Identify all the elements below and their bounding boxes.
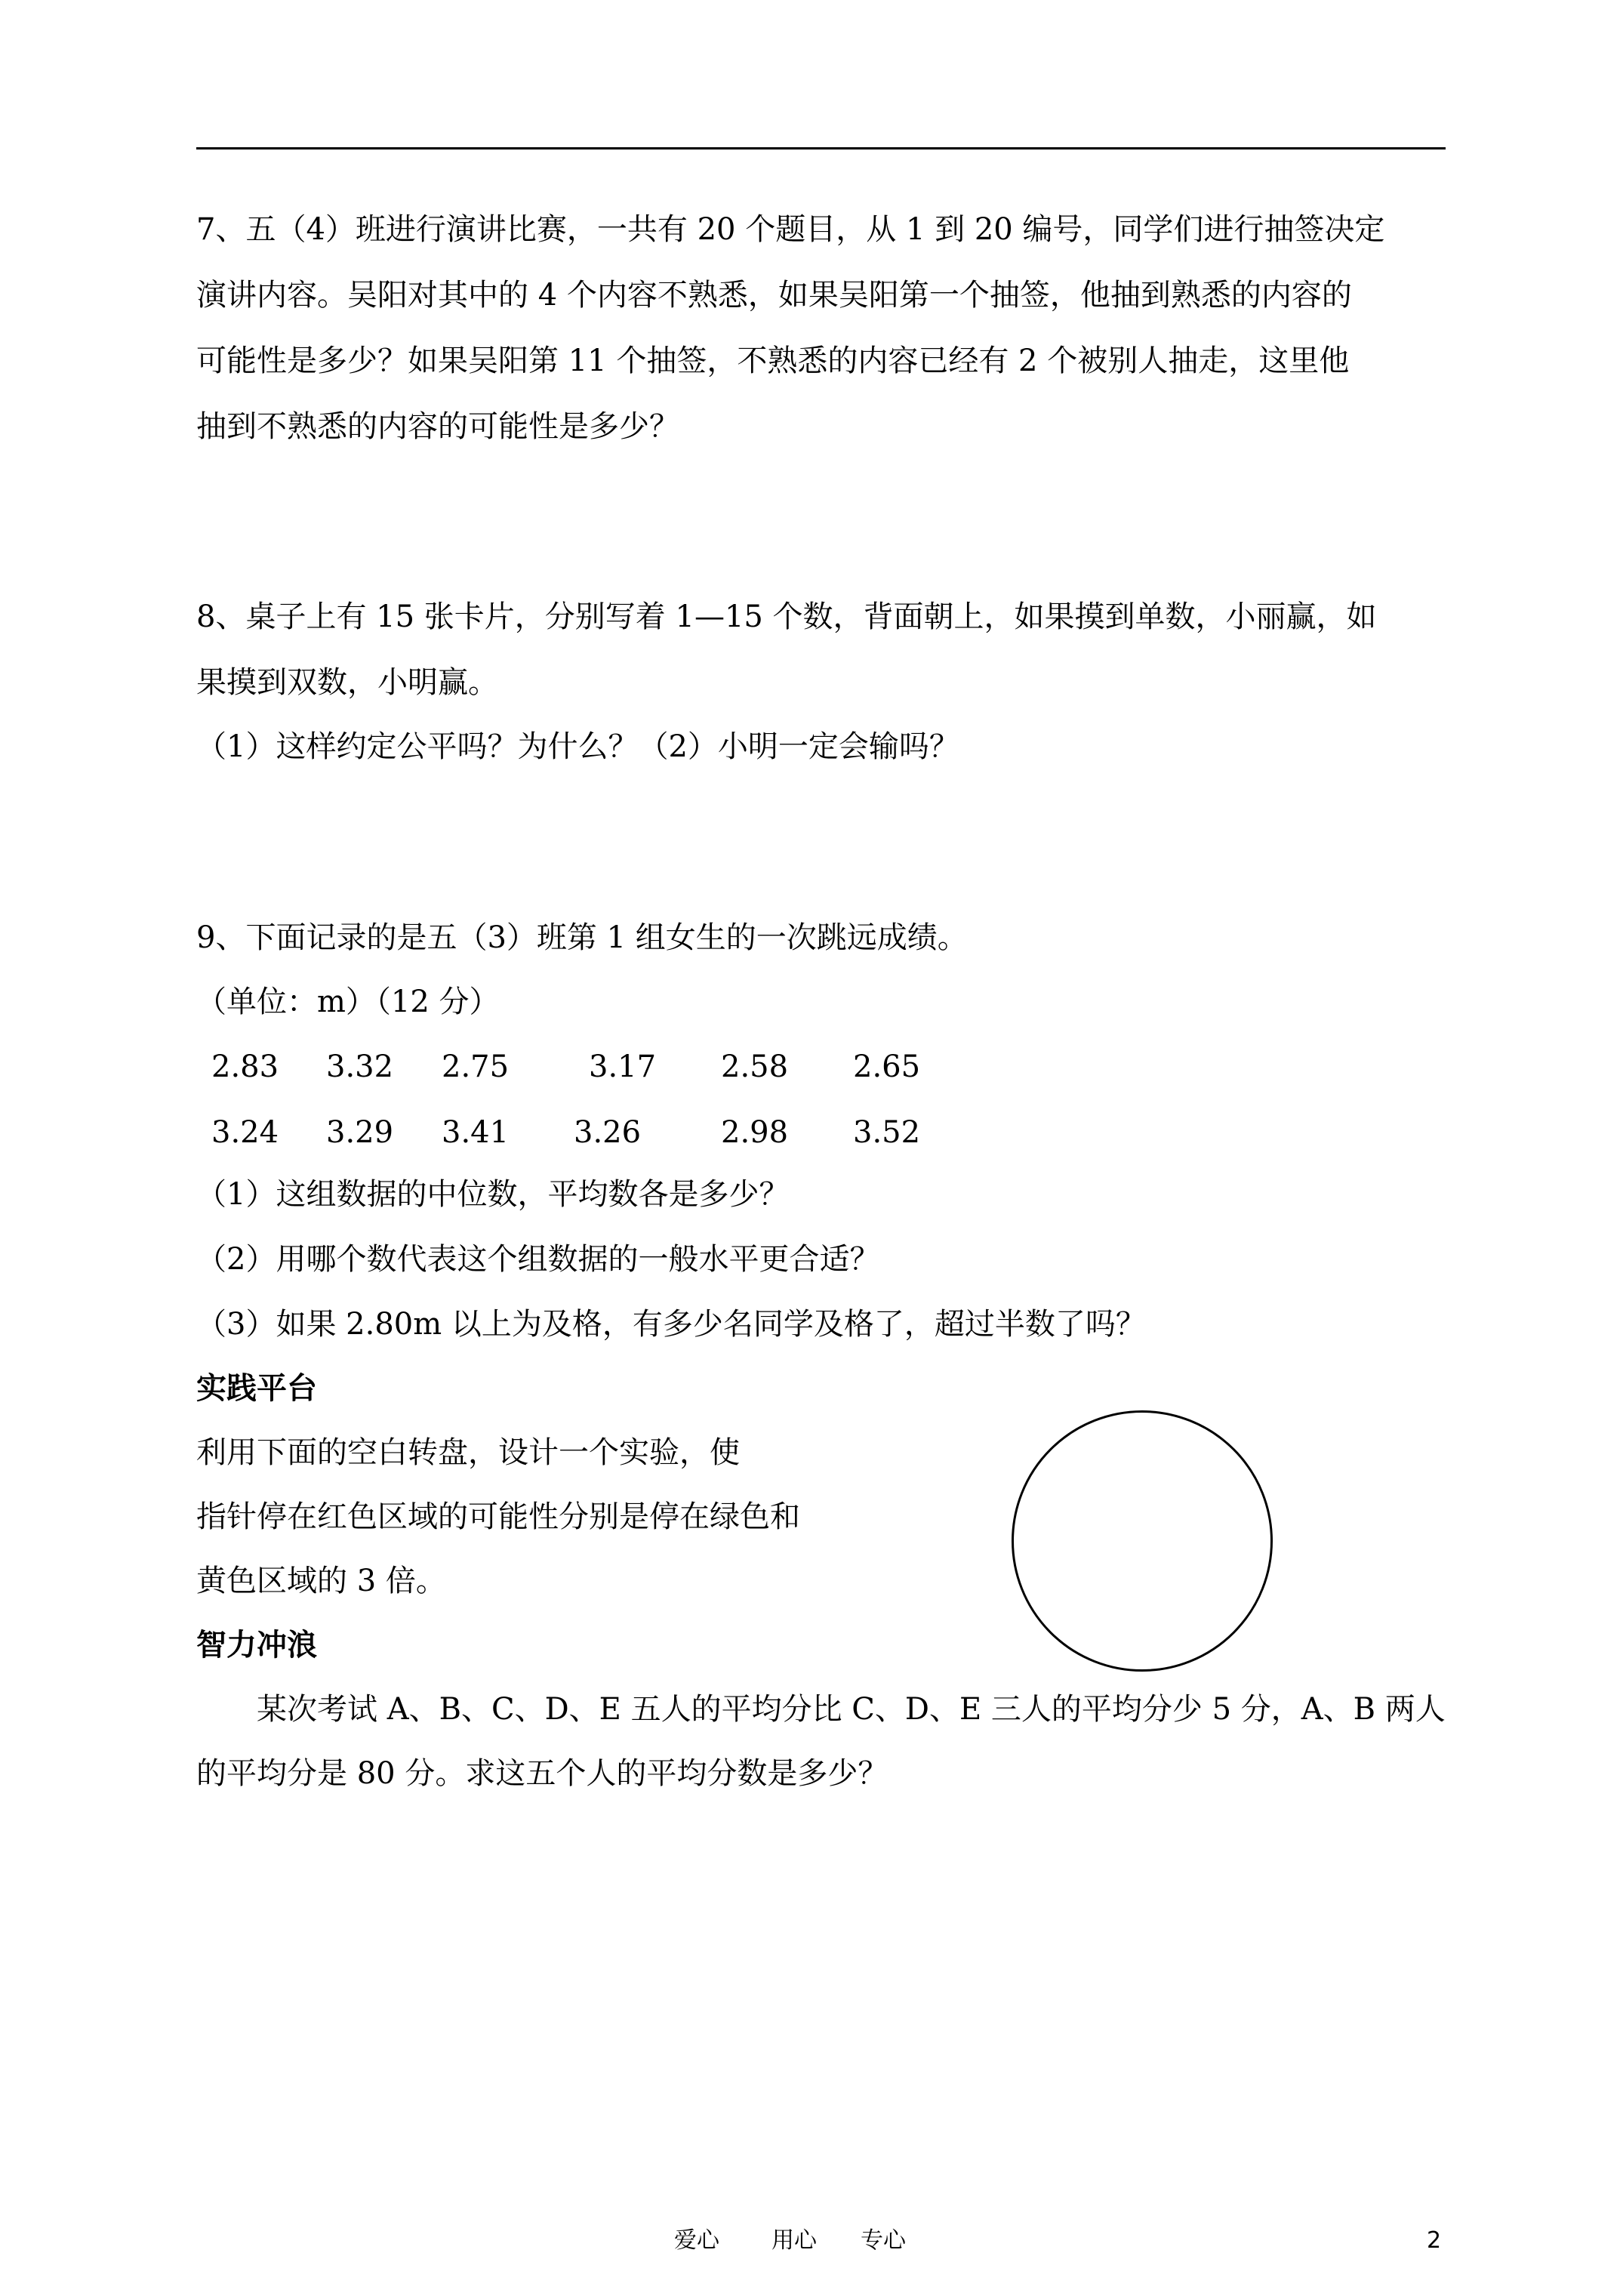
challenge-heading: 智力冲浪 xyxy=(196,1627,317,1663)
q7-line-2: 演讲内容。吴阳对其中的 4 个内容不熟悉，如果吴阳第一个抽签，他抽到熟悉的内容的 xyxy=(196,278,1352,313)
footer-motto-2: 用心 xyxy=(771,2227,817,2254)
q9-unit: （单位：m）（12 分） xyxy=(196,985,500,1019)
data-cell: 2.58 xyxy=(721,1049,789,1084)
q7-line-1: 7、五（4）班进行演讲比赛，一共有 20 个题目，从 1 到 20 编号，同学们进行抽签决定 xyxy=(196,212,1385,247)
data-cell: 3.26 xyxy=(574,1115,642,1150)
practice-line-1: 利用下面的空白转盘，设计一个实验，使 xyxy=(196,1435,740,1470)
data-cell: 3.41 xyxy=(442,1115,510,1150)
data-cell: 2.75 xyxy=(442,1049,510,1084)
footer-motto-3: 专心 xyxy=(861,2227,906,2254)
challenge-line-2: 的平均分是 80 分。求这五个人的平均分数是多少？ xyxy=(196,1756,888,1791)
practice-heading: 实践平台 xyxy=(196,1370,317,1406)
data-cell: 3.29 xyxy=(326,1115,394,1150)
q8-line-1: 8、桌子上有 15 张卡片，分别写着 1—15 个数，背面朝上，如果摸到单数，小丽赢，如 xyxy=(196,599,1377,634)
q7-line-3: 可能性是多少？如果吴阳第 11 个抽签，不熟悉的内容已经有 2 个被别人抽走，这里他 xyxy=(196,344,1350,378)
q9-intro: 9、下面记录的是五（3）班第 1 组女生的一次跳远成绩。 xyxy=(196,920,968,955)
data-cell: 2.65 xyxy=(853,1049,921,1084)
q8-line-3: （1）这样约定公平吗？为什么？（2）小明一定会输吗？ xyxy=(196,729,959,764)
blank-spinner-circle xyxy=(1012,1410,1273,1672)
practice-line-3: 黄色区域的 3 倍。 xyxy=(196,1564,446,1598)
data-cell: 3.17 xyxy=(589,1049,657,1084)
data-cell: 3.24 xyxy=(211,1115,279,1150)
q9-sub-1: （1）这组数据的中位数，平均数各是多少？ xyxy=(196,1177,790,1212)
data-cell: 2.83 xyxy=(211,1049,279,1084)
data-cell: 3.52 xyxy=(853,1115,921,1150)
data-cell: 2.98 xyxy=(721,1115,789,1150)
q7-line-4: 抽到不熟悉的内容的可能性是多少？ xyxy=(196,409,679,444)
practice-line-2: 指针停在红色区域的可能性分别是停在绿色和 xyxy=(196,1499,800,1534)
q8-line-2: 果摸到双数，小明赢。 xyxy=(196,665,498,700)
q9-sub-3: （3）如果 2.80m 以上为及格，有多少名同学及格了，超过半数了吗？ xyxy=(196,1307,1146,1342)
challenge-line-1: 某次考试 A、B、C、D、E 五人的平均分比 C、D、E 三人的平均分少 5 分，A、B 两人 xyxy=(196,1692,1446,1727)
footer-motto-1: 爱心 xyxy=(674,2227,719,2254)
page-number: 2 xyxy=(1427,2227,1442,2254)
header-rule xyxy=(196,147,1446,149)
data-cell: 3.32 xyxy=(326,1049,394,1084)
q9-sub-2: （2）用哪个数代表这个组数据的一般水平更合适？ xyxy=(196,1242,880,1277)
